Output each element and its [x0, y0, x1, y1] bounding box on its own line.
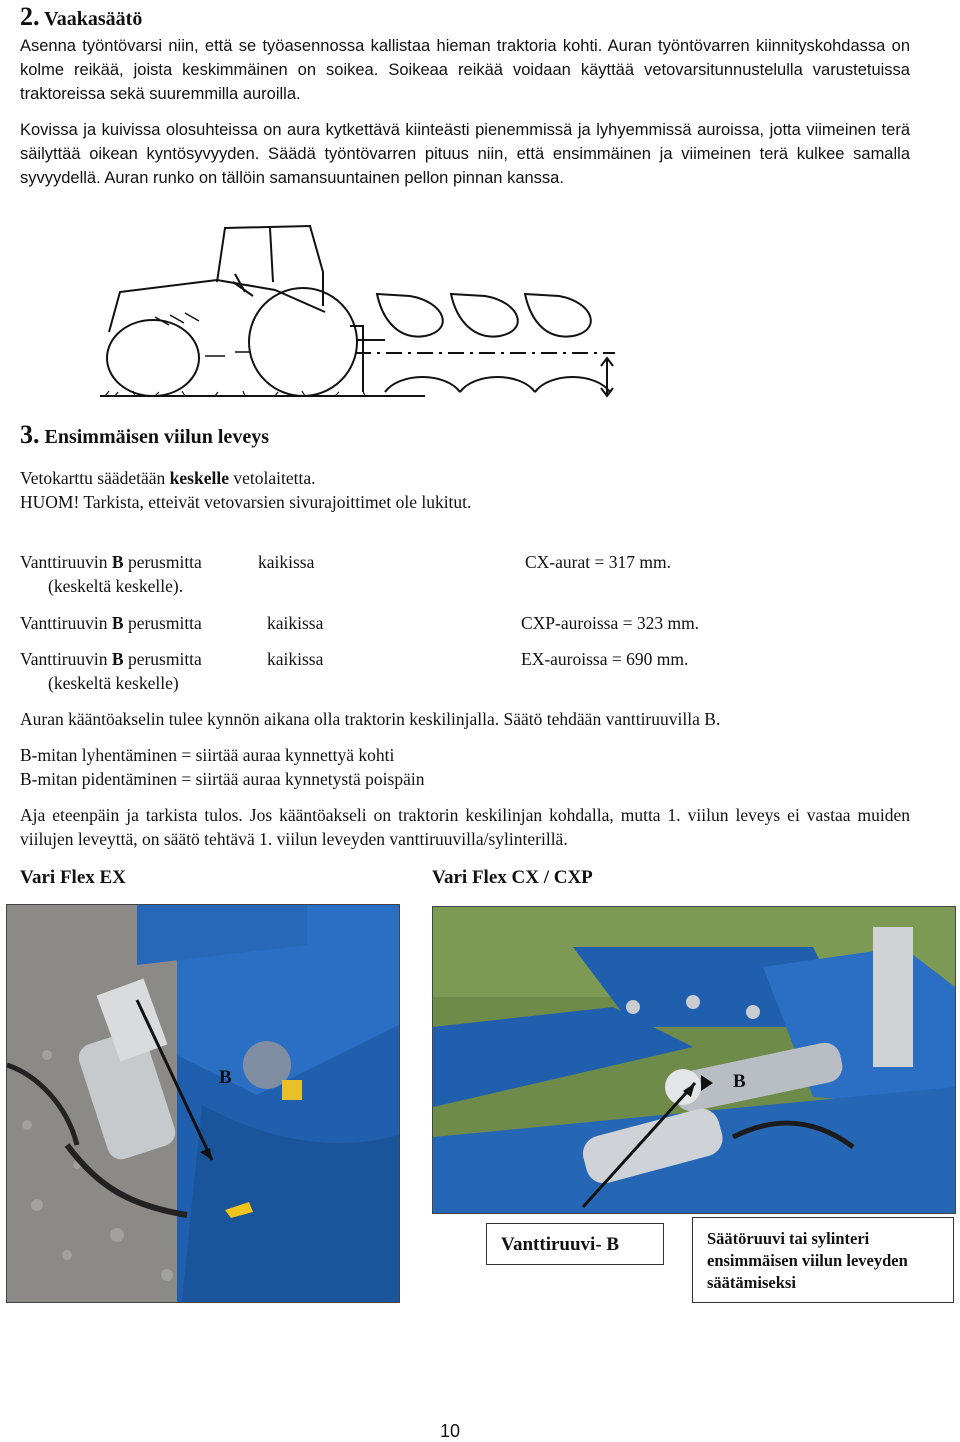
section-number: 3.: [20, 420, 40, 449]
spec-sub: (keskeltä keskelle).: [48, 576, 184, 596]
paragraph-check: Aja eteenpäin ja tarkista tulos. Jos kääntöakseli on traktorin keskilinjan kohdalla, mutta 1. viilun leveys ei vastaa muiden viilujen leveyttä, on säätö tehtävä 1. viilun leveyden vanttiruuvilla/sylinterillä.: [20, 805, 910, 849]
line-shorten: B-mitan lyhentäminen = siirtää auraa kynnettyä kohti: [20, 745, 395, 765]
photo-illustration: [7, 905, 399, 1302]
spec-sub: (keskeltä keskelle): [48, 673, 179, 693]
spec-label: [20, 611, 202, 635]
label-b-left: B: [219, 1067, 232, 1088]
plough-bodies: [377, 294, 610, 392]
text: Vanttiruuvin: [20, 613, 112, 633]
figure-caption-cx: Vari Flex CX / CXP: [432, 867, 593, 888]
spec-mid: kaikissa: [258, 552, 315, 572]
photo-vari-flex-ex: [6, 904, 400, 1303]
section-2-heading: [20, 2, 142, 32]
spec-row-cx: [20, 550, 920, 600]
front-wheel: [107, 320, 199, 396]
spec-value: EX-auroissa = 690 mm.: [521, 649, 689, 669]
bold-text: keskelle: [169, 468, 229, 488]
line-note: HUOM! Tarkista, etteivät vetovarsien sivurajoittimet ole lukitut.: [20, 492, 472, 512]
spec-mid: kaikissa: [267, 613, 324, 633]
text: perusmitta: [123, 552, 202, 572]
spec-label: [20, 647, 202, 671]
text: perusmitta: [123, 613, 202, 633]
label-b-right: B: [733, 1071, 746, 1092]
callout-turnbuckle: Vanttiruuvi- B: [486, 1223, 664, 1265]
callout-adjuster: Säätöruuvi tai sylinteri ensimmäisen viilun leveyden säätämiseksi: [692, 1217, 954, 1303]
tractor-hood: [109, 280, 325, 332]
spec-label: [20, 550, 202, 574]
spec-value: CX-aurat = 317 mm.: [525, 552, 671, 572]
tractor-plough-diagram: [95, 222, 625, 404]
photo-illustration: [433, 907, 955, 1213]
text: Vetokarttu säädetään: [20, 468, 170, 488]
photo-vari-flex-cx: [432, 906, 956, 1214]
spec-mid: kaikissa: [267, 649, 324, 669]
bold-text: B: [111, 613, 124, 633]
spec-value: CXP-auroissa = 323 mm.: [521, 613, 700, 633]
spec-row-cxp: [20, 611, 920, 637]
paragraph-push-arm: Asenna työntövarsi niin, että se työasennossa kallistaa hieman traktoria kohti. Auran työntövarren kiinnityskohdassa on kolme reikää, joista keskimmäinen on soikea. Soikeaa reikää voidaan käyttää vetovarsitunnustelulla varustetuissa traktoreissa sekä suuremmilla auroilla.: [20, 37, 910, 103]
bold-text: B: [111, 552, 124, 572]
section-number: 2.: [20, 2, 40, 31]
paragraph-conditions: Kovissa ja kuivissa olosuhteissa on aura kytkettävä kiinteästi pienemmissä ja lyhyemmissä auroissa, jotta viimeinen terä säilyttää oikean kyntösyvyyden. Säädä työntövarren pituus niin, että ensimmäinen ja viimeinen terä kulkee samalla syvyydellä. Auran runko on tällöin samansuuntainen pellon pinnan kanssa.: [20, 121, 910, 187]
section-title: Vaakasäätö: [44, 8, 143, 30]
line-towbar: [20, 466, 315, 490]
text: Vanttiruuvin: [20, 649, 112, 669]
section-title: Ensimmäisen viilun leveys: [44, 426, 269, 448]
spec-row-ex: [20, 647, 920, 697]
line-lengthen: B-mitan pidentäminen = siirtää auraa kynnetystä poispäin: [20, 769, 425, 789]
section-3-heading: [20, 420, 269, 450]
rear-wheel: [249, 288, 357, 396]
depth-arrow: [601, 358, 613, 396]
bold-text: B: [111, 649, 124, 669]
text: vetolaitetta.: [228, 468, 316, 488]
figure-caption-ex: Vari Flex EX: [20, 867, 126, 888]
text: Vanttiruuvin: [20, 552, 112, 572]
paragraph-axis: Auran kääntöakselin tulee kynnön aikana olla traktorin keskilinjalla. Säätö tehdään vanttiruuvilla B.: [20, 709, 721, 729]
page-number: 10: [440, 1421, 461, 1441]
text: perusmitta: [123, 649, 202, 669]
